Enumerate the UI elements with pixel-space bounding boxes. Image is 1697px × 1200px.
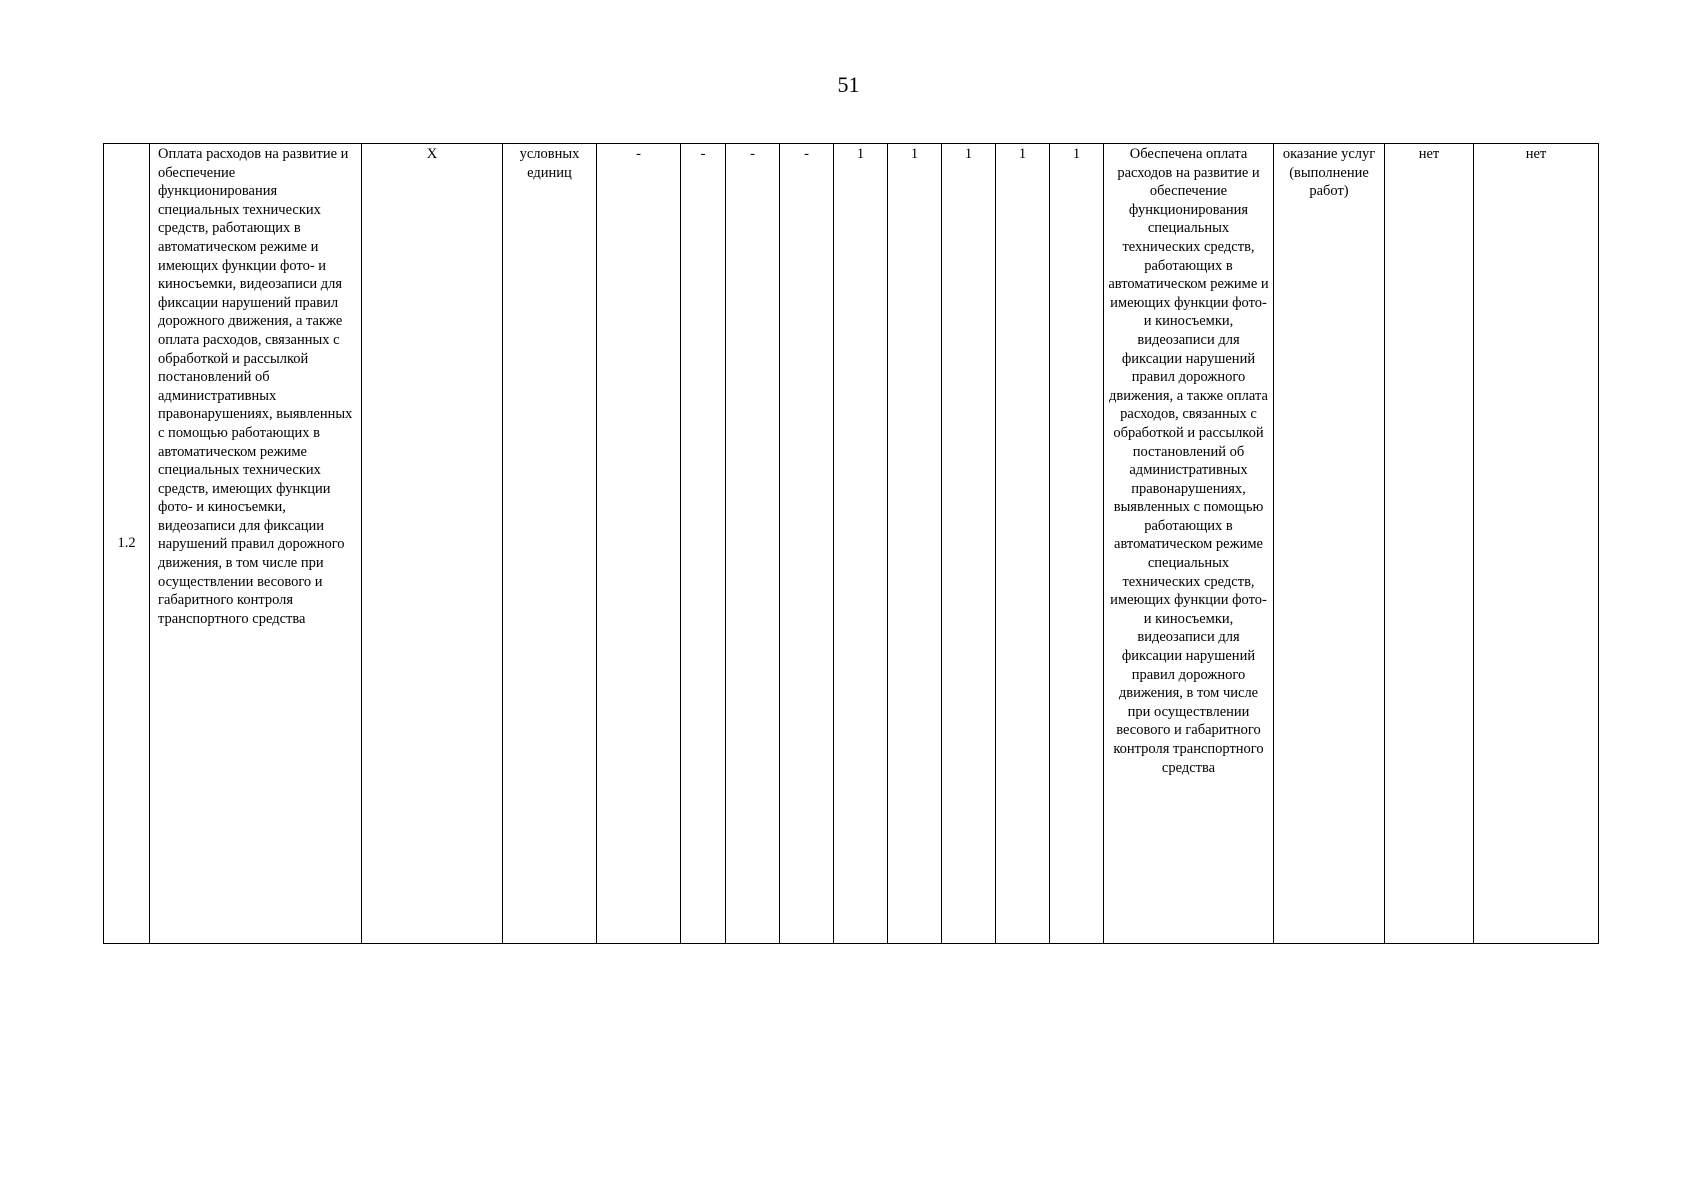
document-table (103, 143, 1599, 944)
value-cell-8: 1 (996, 144, 1050, 944)
unit-cell: условных единиц (503, 144, 597, 944)
value-cell-2: - (681, 144, 726, 944)
page-number: 51 (837, 72, 860, 97)
value-cell-4: - (780, 144, 834, 944)
value-cell-7: 1 (942, 144, 996, 944)
value-cell-3: - (726, 144, 780, 944)
value-cell-9: 1 (1050, 144, 1104, 944)
activity-name-cell: Оплата расходов на развитие и обеспечение функционирования специальных технических средств, работающих в автоматическом режиме и имеющих функции фото- и киносъемки, видеозаписи для фиксации нарушений правил дорожного движения, а также оплата расходов, связанных с обработкой и рассылкой постановлений об административных правонарушениях, выявленных с помощью работающих в автоматическом режиме специальных технических средств, имеющих функции фото- и киносъемки, видеозаписи для фиксации нарушений правил дорожного движения, в том числе при осуществлении весового и габаритного контроля транспортного средства (150, 144, 362, 944)
value-cell-5: 1 (834, 144, 888, 944)
result-cell: Обеспечена оплата расходов на развитие и обеспечение функционирования специальных технических средств, работающих в автоматическом режиме и имеющих функции фото- и киносъемки, видеозаписи для фиксации нарушений правил дорожного движения, а также оплата расходов, связанных с обработкой и рассылкой постановлений об административных правонарушениях, выявленных с помощью работающих в автоматическом режиме специальных технических средств, имеющих функции фото- и киносъемки, видеозаписи для фиксации нарушений правил дорожного движения, в том числе при осуществлении весового и габаритного контроля транспортного средства (1104, 144, 1274, 944)
col-a-cell: нет (1385, 144, 1474, 944)
value-cell-6: 1 (888, 144, 942, 944)
type-cell: оказание услуг (выполнение работ) (1274, 144, 1385, 944)
code-cell: Х (362, 144, 503, 944)
table-row (104, 144, 1599, 944)
value-cell-1: - (597, 144, 681, 944)
col-b-cell: нет (1474, 144, 1599, 944)
row-number: 1.2 (104, 144, 150, 944)
